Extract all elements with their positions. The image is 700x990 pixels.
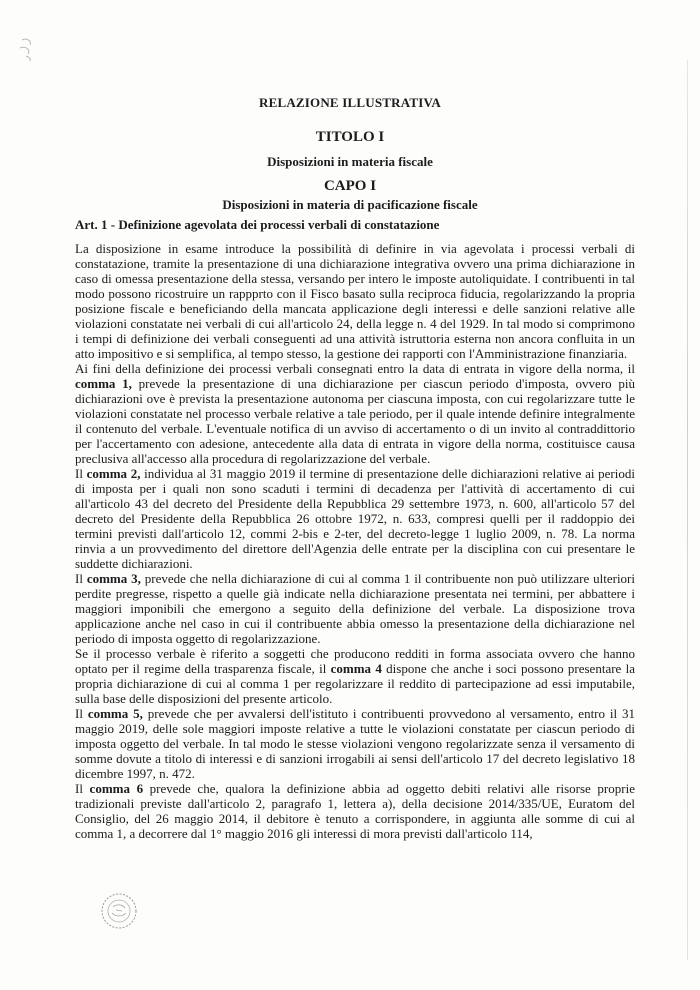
title-subheading: Disposizioni in materia fiscale <box>267 154 433 169</box>
chapter-subheading: Disposizioni in materia di pacificazione fiscale <box>222 197 478 212</box>
paragraph-comma-2: Il comma 2, individua al 31 maggio 2019 il termine di presentazione delle dichiarazioni relative ai periodi di imposta per i quali non sono scaduti i termini di decadenza per l'attività di accertamento di cui all'articolo 43 del decreto del Presidente della Repubblica 29 settembre 1973, n. 600, all'articolo 57 del decreto del Presidente della Repubblica 26 ottobre 1972, n. 633, compresi quelli per il raddoppio dei termini previsti dall'articolo 12, commi 2-bis e 2-ter, del decreto-legge 1 luglio 2009, n. 78. La norma rinvia a un provvedimento del direttore dell'Agenzia delle entrate per la disciplina con cui presentare le suddette dichiarazioni. <box>75 466 635 571</box>
document-title: RELAZIONE ILLUSTRATIVA <box>258 95 441 110</box>
article-title: Art. 1 - Definizione agevolata dei processi verbali di constatazione <box>75 217 440 232</box>
paragraph-comma-3: Il comma 3, prevede che nella dichiarazione di cui al comma 1 il contribuente non può utilizzare ulteriori perdite pregresse, rispetto a quelle già indicate nella dichiarazione presentata nei termini, per abbattere i maggiori imponibili che emergono a seguito della definizione del verbale. La disposizione trova applicazione anche nel caso in cui il contribuente abbia omesso la presentazione della dichiarazione nel periodo di imposta oggetto di regolarizzazione. <box>75 571 636 646</box>
paragraph-comma-6: Il comma 6 prevede che, qualora la definizione abbia ad oggetto debiti relativi alle risorse proprie tradizionali previste dall'articolo 2, paragrafo 1, lettera a), della decisione 2014/335/UE, Euratom del Consiglio, del 26 maggio 2014, il debitore è tenuto a corrispondere, in aggiunta alle somme di cui al comma 1, a decorrere dal 1° maggio 2016 gli interessi di mora previsti dall'articolo 114, <box>75 781 635 841</box>
article-body <box>75 217 635 841</box>
paragraph-comma-5: Il comma 5, prevede che per avvalersi dell'istituto i contribuenti provvedono al versamento, entro il 31 maggio 2019, delle sole maggiori imposte relative a tutte le violazioni constatate per ciascun periodo di imposta oggetto del verbale. In tal modo le stesse violazioni vengono regolarizzate senza il versamento di somme dovute a titolo di interessi e di sanzioni irrogabili ai sensi dell'articolo 17 del decreto legislativo 18 dicembre 1997, n. 472. <box>75 706 635 781</box>
title-heading: TITOLO I <box>315 129 385 145</box>
paragraph-comma-1: Ai fini della definizione dei processi verbali consegnati entro la data di entrata in vigore della norma, il comma 1, prevede la presentazione di una dichiarazione per ciascun periodo d'imposta, ovvero più dichiarazioni ove è prevista la presentazione autonoma per ciascuna imposta, con cui regolarizzare tutte le violazioni constatate nel processo verbale relative a tale periodo, per il quale intende definire integralmente il contenuto del verbale. L'eventuale notifica di un avviso di accertamento o di un invito al contraddittorio per l'accertamento con adesione, antecedente alla data di entrata in vigore della norma, costituisce causa preclusiva all'accesso alla procedura di regolarizzazione del verbale. <box>75 361 636 466</box>
document-headings <box>60 95 640 213</box>
pencil-mark-icon <box>16 36 40 62</box>
official-stamp-icon <box>100 892 138 930</box>
paragraph-comma-4: Se il processo verbale è riferito a soggetti che producono redditi in forma associata ovvero che hanno optato per il regime della trasparenza fiscale, il comma 4 dispone che anche i soci possono presentare la propria dichiarazione di cui al comma 1 per regolarizzare il reddito di partecipazione ad essi imputabile, sulla base delle disposizioni del presente articolo. <box>75 646 635 706</box>
chapter-heading: CAPO I <box>323 178 377 194</box>
paragraph-intro: La disposizione in esame introduce la possibilità di definire in via agevolata i processi verbali di constatazione, tramite la presentazione di una dichiarazione integrativa ovvero una prima dichiarazione in caso di omessa presentazione della stessa, versando per intero le imposte autoliquidate. I contribuenti in tal modo possono ricostruire un rappprto con il Fisco basato sulla reciproca fiducia, regolarizzando la propria posizione fiscale e beneficiando della mancata applicazione degli interessi e delle sanzioni relative alle violazioni constatate nei verbali di cui all'articolo 24, della legge n. 4 del 1929. In tal modo si comprimono i tempi di definizione dei verbali conseguenti ad una attività istruttoria esterna non ancora confluita in un atto impositivo e si semplifica, al tempo stesso, la gestione dei rapporti con l'Amministrazione finanziaria. <box>75 241 635 361</box>
scan-edge-line <box>687 60 688 960</box>
